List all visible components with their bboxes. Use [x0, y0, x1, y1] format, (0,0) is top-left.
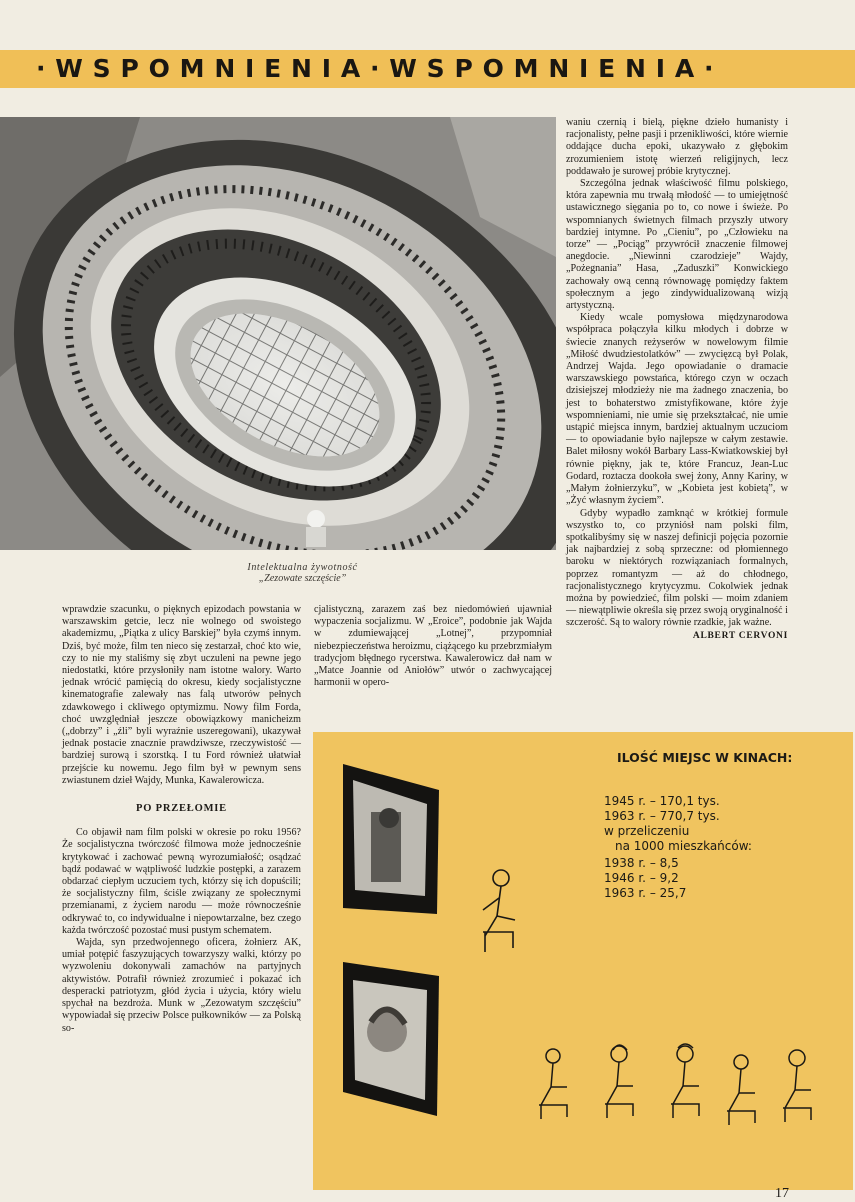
caption-film: „Zezowate szczęście”	[258, 573, 347, 584]
cinema-stats	[313, 732, 853, 1190]
section-banner: ·WSPOMNIENIA·WSPOMNIENIA·	[0, 50, 855, 88]
stats-row-1: 1945 r. – 170,1 tys.	[604, 794, 720, 808]
page-number: 17	[775, 1186, 789, 1201]
left-para-3: Wajda, syn przedwojennego oficera, żołnierz AK, umiał potępić faszyzujących towarzyszy walki, którzy po wyzwoleniu dokonywali zamachów na partyjnych aktywistów. Potrafił również zrozumieć i pokazać ich desperacki patriotyzm, głód życia i użycia, który wielu spychał na bezdroża. Munk w „Zezowatym szczęściu” wypowiadał się przeciw Polsce pułkowników — za Polską so-	[62, 937, 301, 1034]
left-para-2: Co objawił nam film polski w okresie po roku 1956? Że socjalistyczna twórczość filmowa może jednocześnie krytykować i zachować pewną wyrozumiałość; osądzać bądź podawać w wątpliwość ludzkie postępki, a zarazem obdarzać ciepłym uczuciem tych, którzy się ich dopuścili; że socjalistyczny film, ściśle związany ze społecznymi przemianami, z życiem narodu — może równocześnie odkrywać to, co indywidualne i niepowtarzalne, bez czego każda twórczość pozostać musi pustym schematem.	[62, 827, 301, 936]
section-heading: PO PRZEŁOMIE	[136, 803, 227, 815]
right-para-2: Szczególna jednak właściwość filmu polskiego, która zapewnia mu trwałą młodość — to umiejętność ustawicznego sięgania po to, co nowe i świeże. Po wspomnianych świetnych filmach przyszły utwory bardziej intymne. Po „Cieniu”, po „Człowieku na torze” — „Pociąg” przywrócił znaczenie filmowej anegdocie. „Niewinni czarodzieje” Wajdy, „Pożegnania” Hasa, „Zaduszki” Konwickiego zachowały ową cenną równowagę pomiędzy faktem społecznym a jego zindywidualizowaną wizją artystyczną.	[566, 178, 788, 312]
left-para-1: wprawdzie szacunku, o pięknych epizodach powstania w warszawskim getcie, lecz nie wolnego od swoistego akademizmu, „Piątka z ulicy Barskiej” była czymś innym. Dziś, być może, film ten nieco się zestarzał, choć kto wie, czy to nie my staliśmy się zbyt uczuleni na pewne jego niedostatki, które przysłoniły nam istotne walory. Warto jednak wrócić pamięcią do okresu, kiedy socjalistyczne kinematografie zalewały nas falą utworów pełnych zdawkowego i ckliwego optymizmu. Nowy film Forda, choć uwzględniał jeszcze obowiązkowy manicheizm („dobrzy” i „źli” byli wyraźnie uszeregowani), ukazywał jednak postacie znacznie prawdziwsze, rzeczywistość — bardziej surową i szorstką. I tu Ford również ułatwiał przejście ku nowemu. Jego film był w pewnym sens zwiastunem dzieł Wajdy, Munka, Kawalerowicza.	[62, 604, 301, 786]
left-column-text	[62, 604, 301, 1035]
author-signature: ALBERT CERVONI	[692, 630, 788, 641]
stats-row-5: 1938 r. – 8,5	[604, 856, 679, 870]
cinema-seats-infobox	[313, 732, 853, 1190]
stats-row-6: 1946 r. – 9,2	[604, 871, 679, 885]
stats-row-7: 1963 r. – 25,7	[604, 886, 687, 900]
middle-para-1: cjalistyczną, zarazem zaś bez niedomówień ujawniał wypaczenia socjalizmu. W „Eroice”, podobnie jak Wajda w zdumiewającej „Lotnej”, przypomniał niebezpieczeństwa heroizmu, ciążącego ku przebrzmiałym tradycjom błędnego rycerstwa. Kawalerowicz dał nam w „Matce Joannie od Aniołów” utwór o zachwycającej harmonii w opero-	[314, 604, 552, 689]
caption-title: Intelektualna żywotność	[247, 562, 358, 573]
staircase-photo-art	[0, 117, 556, 550]
right-column-text	[566, 117, 788, 642]
right-para-3: Kiedy wcale pomysłowa międzynarodowa współpraca połączyła kilku młodych i dobrze w świecie znanych reżyserów w nowelowym filmie „Miłość dwudziestolatków” — zwycięzcą był Polak, Andrzej Wajda. Jego opowiadanie o dramacie warszawskiego powstańca, którego czyn w oczach dzisiejszej młodzieży nie ma żadnego znaczenia, bo jest to bohaterstwo zmistyfikowane, które żyje wspomnieniami, nie umie się przekształcać, nie umie ustąpić miejsca innym, bardziej aktualnym uczuciom — to opowiadanie było najlepsze w całym zestawie. Balet miłosny wokół Barbary Lass-Kwiatkowskiej był równie piękny, jak te, które Francuz, Jean-Luc Godard, roztacza dookoła swej żony, Anny Kariny, w „Małym żołnierzyku”, w „Kobieta jest kobietą”, w „Żyć własnym życiem”.	[566, 312, 788, 507]
photo-caption	[240, 562, 365, 584]
stats-title: ILOŚĆ MIEJSC W KINACH:	[617, 750, 793, 765]
stats-row-2: 1963 r. – 770,7 tys.	[604, 809, 720, 823]
stats-row-3: w przeliczeniu	[604, 824, 690, 838]
right-para-1: waniu czernią i bielą, piękne dzieło humanisty i racjonalisty, pełne pasji i przenikliwości, które wiernie oddające ducha epoki, ukazywało z głębokim zrozumieniem istotę wierzeń religijnych, lecz poddawało je surowej próbie krytycznej.	[566, 117, 788, 177]
staircase-photo	[0, 117, 556, 550]
right-para-4: Gdyby wypadło zamknąć w krótkiej formule wszystko to, co przyniósł nam polski film, spotkalibyśmy się w naszej definicji pojęcia pozornie jak najbardziej z sobą sprzeczne: od płomiennego baroku w niektórych rozwiązaniach formalnych, poprzez romantyzm — aż do chłodnego, racjonalistycznego krytycyzmu. Cokolwiek jednak można by powiedzieć, film polski — moim zdaniem — niewątpliwie określa się przez swoją oryginalność i szczerość. Są to walory równie rzadkie, jak ważne.	[566, 507, 788, 629]
stats-row-4: na 1000 mieszkańców:	[615, 839, 752, 853]
middle-column-text	[314, 604, 552, 689]
